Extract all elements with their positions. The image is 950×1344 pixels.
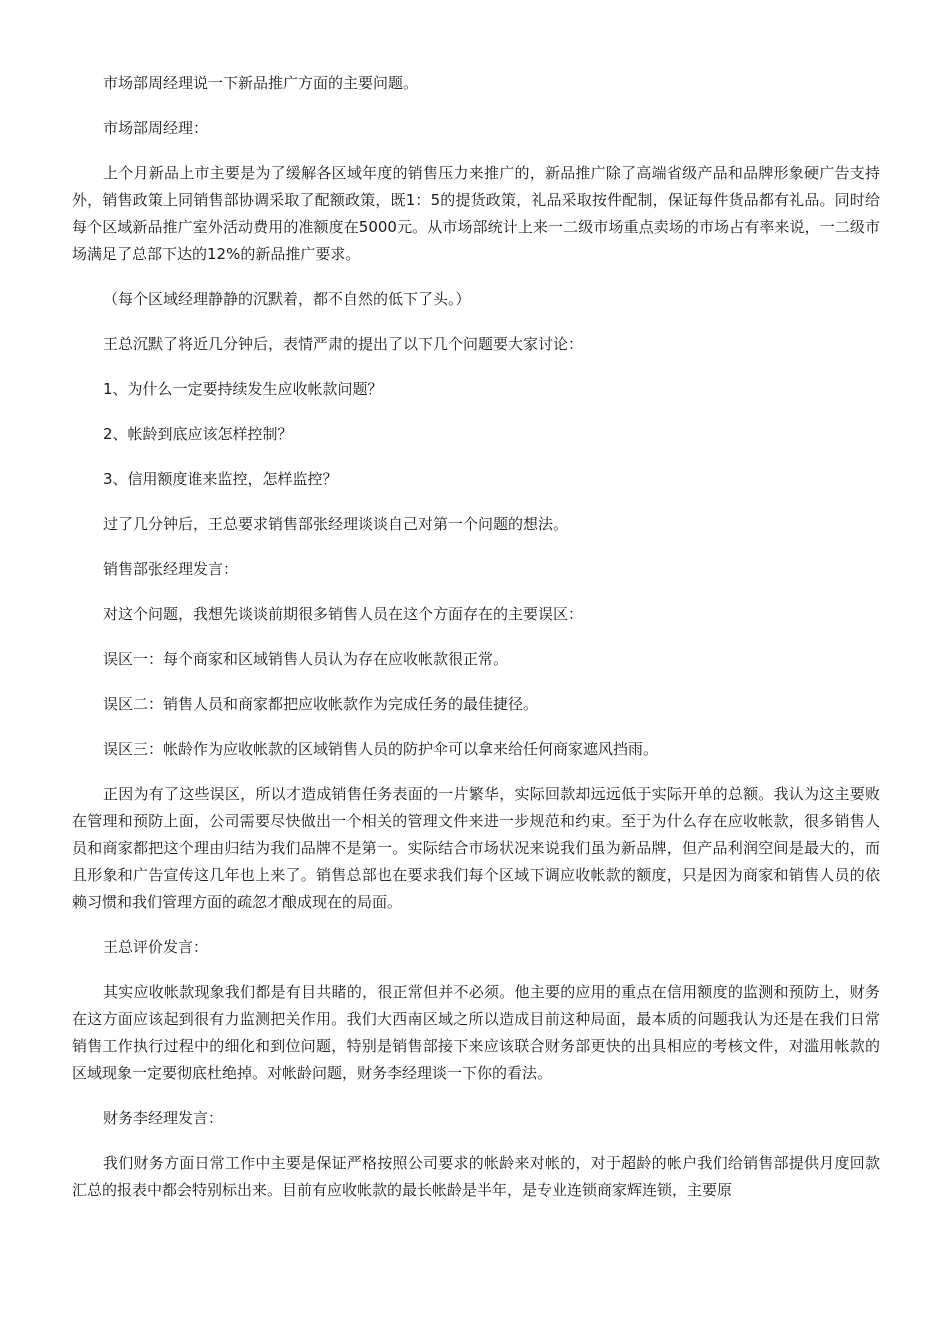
- paragraph: 我们财务方面日常工作中主要是保证严格按照公司要求的帐龄来对帐的，对于超龄的帐户我们给销售部提供月度回款汇总的报表中都会特别标出来。目前有应收帐款的最长帐龄是半年，是专业连锁商家辉连锁，主要原: [72, 1154, 880, 1199]
- paragraph: 正因为有了这些误区，所以才造成销售任务表面的一片繁华，实际回款却远远低于实际开单的总额。我认为这主要败在管理和预防上面，公司需要尽快做出一个相关的管理文件来进一步规范和约束。至于为什么存在应收帐款，很多销售人员和商家都把这个理由归结为我们品牌不是第一。实际结合市场状况来说我们虽为新品牌，但产品利润空间是最大的，而且形象和广告宣传这几年也上来了。销售总部也在要求我们每个区域下调应收帐款的额度，只是因为商家和销售人员的依赖习惯和我们管理方面的疏忽才酿成现在的局面。: [72, 785, 880, 911]
- paragraph: 误区三：帐龄作为应收帐款的区域销售人员的防护伞可以拿来给任何商家遮风挡雨。: [103, 740, 659, 758]
- paragraph: 市场部周经理：: [103, 119, 209, 137]
- list-item: 2、帐龄到底应该怎样控制？: [103, 425, 293, 443]
- list-item: 3、信用额度谁来监控，怎样监控？: [103, 470, 338, 488]
- paragraph: 王总评价发言：: [103, 938, 209, 956]
- paragraph: 误区二：销售人员和商家都把应收帐款作为完成任务的最佳捷径。: [103, 695, 539, 713]
- paragraph: 误区一：每个商家和区域销售人员认为存在应收帐款很正常。: [103, 650, 509, 668]
- paragraph: 过了几分钟后，王总要求销售部张经理谈谈自己对第一个问题的想法。: [103, 515, 569, 533]
- paragraph: 市场部周经理说一下新品推广方面的主要问题。: [103, 74, 419, 92]
- paragraph: 对这个问题，我想先谈谈前期很多销售人员在这个方面存在的主要误区：: [103, 605, 584, 623]
- paragraph: （每个区域经理静静的沉默着，都不自然的低下了头。）: [103, 290, 471, 308]
- paragraph: 王总沉默了将近几分钟后，表情严肃的提出了以下几个问题要大家讨论：: [103, 335, 584, 353]
- list-item: 1、为什么一定要持续发生应收帐款问题？: [103, 380, 383, 398]
- paragraph: 其实应收帐款现象我们都是有目共睹的，很正常但并不必须。他主要的应用的重点在信用额度的监测和预防上，财务在这方面应该起到很有力监测把关作用。我们大西南区域之所以造成目前这种局面，最本质的问题我认为还是在我们日常销售工作执行过程中的细化和到位问题，特别是销售部接下来应该联合财务部更快的出具相应的考核文件，对滥用帐款的区域现象一定要彻底杜绝掉。对帐龄问题，财务李经理谈一下你的看法。: [72, 983, 880, 1082]
- paragraph: 销售部张经理发言：: [103, 560, 239, 578]
- paragraph: 上个月新品上市主要是为了缓解各区域年度的销售压力来推广的，新品推广除了高端省级产品和品牌形象硬广告支持外，销售政策上同销售部协调采取了配额政策，既1：5的提货政策，礼品采取按件配制，保证每件货品都有礼品。同时给每个区域新品推广室外活动费用的准额度在5000元。从市场部统计上来一二级市场重点卖场的市场占有率来说，一二级市场满足了总部下达的12%的新品推广要求。: [72, 164, 880, 263]
- paragraph: 财务李经理发言：: [103, 1109, 224, 1127]
- document-body: [72, 70, 880, 1222]
